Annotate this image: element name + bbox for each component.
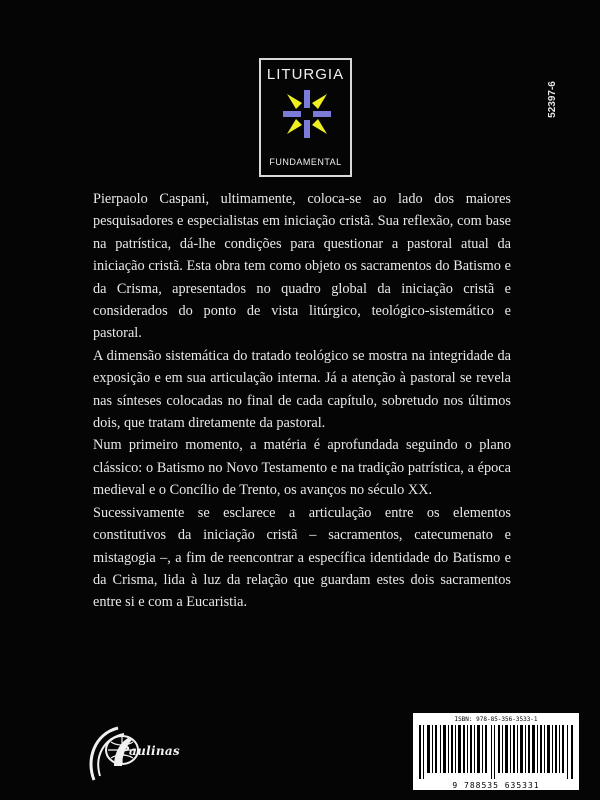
series-logo-top-text: LITURGIA: [266, 66, 345, 83]
catalog-code-text: 52397-6: [546, 81, 558, 118]
synopsis-paragraph: Sucessivamente se esclarece a articulação entre os elementos constitutivos da iniciação cristã – sacramentos, catecumenato e mistagogia –, a fim de reencontrar a específica identidade do Batismo e da Crisma, lida à luz da relação que guardam estes dois sacramentos entre si e com a Eucaristia.: [93, 504, 511, 611]
isbn-barcode: [413, 713, 579, 790]
catalog-code: [546, 70, 572, 130]
synopsis-paragraph: Pierpaolo Caspani, ultimamente, coloca-se ao lado dos maiores pesquisadores e especialistas em iniciação cristã. Sua reflexão, com base na patrística, dá-lhe condições para questionar a pastoral atual da iniciação cristã. Esta obra tem como objeto os sacramentos do Batismo e da Crisma, apresentados no quadro global da iniciação cristã e considerados do ponto de vista litúrgico, teológico-sistemático e pastoral.: [93, 191, 511, 342]
synopsis-paragraph: Num primeiro momento, a matéria é aprofundada seguindo o plano clássico: o Batismo no Novo Testamento e na tradição patrística, a época medieval e o Concílio de Trento, os avanços no século XX.: [93, 437, 511, 499]
barcode-bars: [417, 725, 575, 779]
series-logo-bottom-text: FUNDAMENTAL: [269, 157, 342, 167]
series-logo: [259, 58, 352, 177]
series-logo-cross-mark: [281, 88, 333, 140]
publisher-name: Paulinas: [120, 744, 180, 758]
barcode-digits: 9 788535 635331: [452, 781, 540, 790]
isbn-label: ISBN: 978-85-356-3533-1: [454, 716, 538, 723]
synopsis-paragraph: A dimensão sistemática do tratado teológico se mostra na integridade da exposição e em sua articulação interna. Já a atenção à pastoral se revela nas sínteses colocadas no final de cada capítulo, sobretudo nos últimos dois, que tratam diretamente da pastoral.: [93, 347, 511, 432]
back-cover-synopsis: [93, 188, 511, 614]
